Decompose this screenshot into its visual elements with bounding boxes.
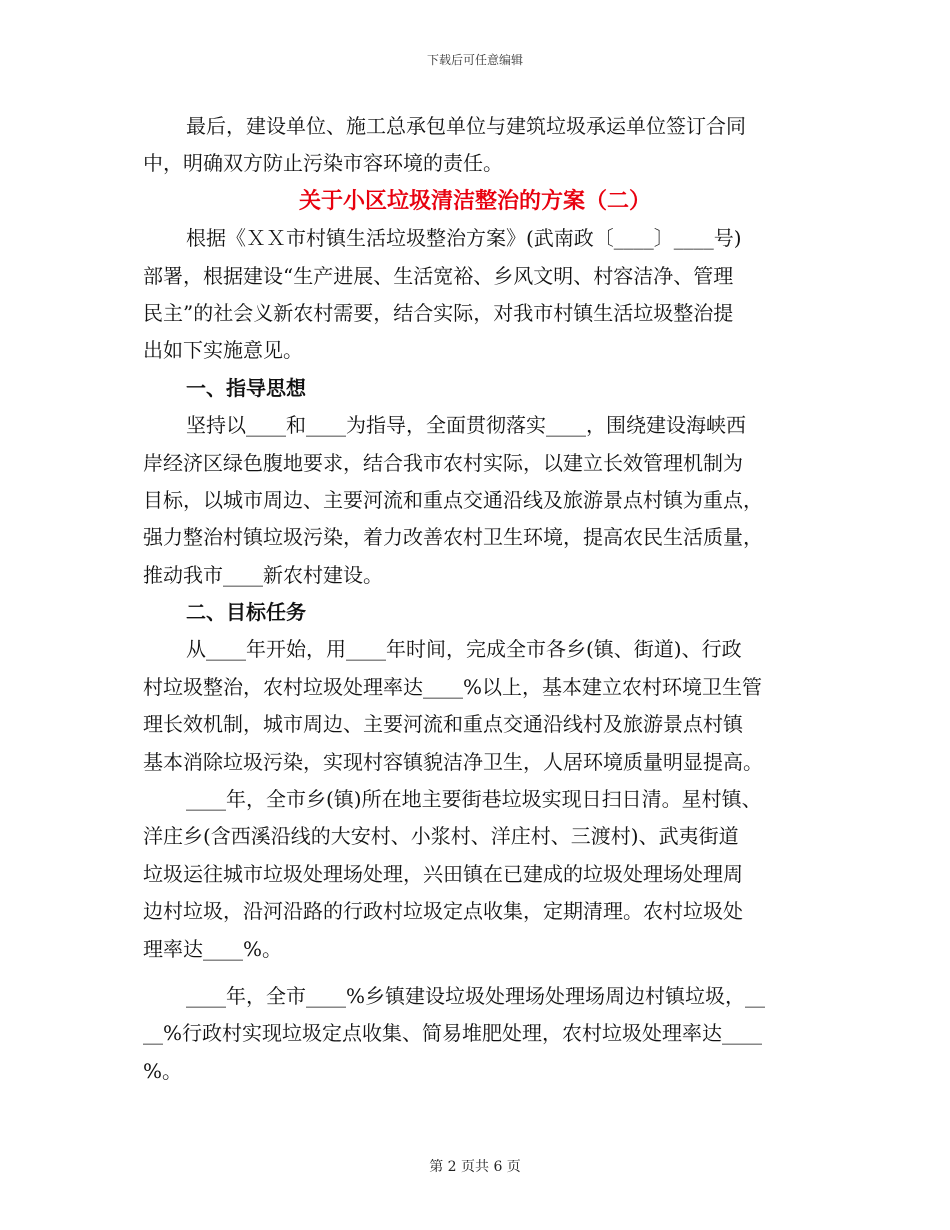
paragraph-line: 坚持以____和____为指导，全面贯彻落实____，围绕建设海峡西 xyxy=(186,413,746,438)
paragraph-line: 村垃圾整治，农村垃圾处理率达____%以上，基本建立农村环境卫生管 xyxy=(143,674,763,699)
paragraph-line: 中，明确双方防止污染市容环境的责任。 xyxy=(143,151,503,176)
paragraph-line: 部署，根据建设“生产进展、生活宽裕、乡风文明、村容洁净、管理 xyxy=(143,263,734,288)
paragraph-line: ____年，全市____%乡镇建设垃圾处理场处理场周边村镇垃圾，__ xyxy=(186,983,766,1008)
paragraph-gap xyxy=(143,968,807,978)
paragraph-line: 岸经济区绿色腹地要求，结合我市农村实际，以建立长效管理机制为 xyxy=(143,450,743,475)
paragraph-line: 最后，建设单位、施工总承包单位与建筑垃圾承运单位签订合同 xyxy=(186,114,746,138)
paragraph-line: ____年，全市乡(镇)所在地主要街巷垃圾实现日扫日清。星村镇、 xyxy=(186,787,762,812)
paragraph-line: 边村垃圾，沿河沿路的行政村垃圾定点收集，定期清理。农村垃圾处 xyxy=(143,899,743,924)
paragraph-line: 从____年开始，用____年时间，完成全市各乡(镇、街道)、行政 xyxy=(186,637,742,662)
section-heading-target-tasks: 二、目标任务 xyxy=(186,600,306,625)
paragraph-line: 理长效机制，城市周边、主要河流和重点交通沿线村及旅游景点村镇 xyxy=(143,712,743,737)
paragraph-line: __%行政村实现垃圾定点收集、简易堆肥处理，农村垃圾处理率达____ xyxy=(143,1021,763,1046)
paragraph-line: 垃圾运往城市垃圾处理场处理，兴田镇在已建成的垃圾处理场处理周 xyxy=(143,861,743,886)
document-body xyxy=(143,108,807,1090)
paragraph-line: %。 xyxy=(143,1058,183,1083)
section-heading-guiding-ideology: 一、指导思想 xyxy=(186,375,306,400)
paragraph-line: 推动我市____新农村建设。 xyxy=(143,562,383,587)
page-header: 下载后可任意编辑 xyxy=(426,53,523,67)
paragraph-line: 强力整治村镇垃圾污染，着力改善农村卫生环境，提高农民生活质量， xyxy=(143,525,763,550)
paragraph-line: 理率达____%。 xyxy=(143,936,283,961)
document-title: 关于小区垃圾清洁整治的方案（二） xyxy=(298,187,651,214)
paragraph-line: 民主”的社会义新农村需要，结合实际，对我市村镇生活垃圾整治提 xyxy=(143,300,734,325)
paragraph-line: 基本消除垃圾污染，实现村容镇貌洁净卫生，人居环境质量明显提高。 xyxy=(143,749,763,774)
paragraph-line: 洋庄乡(含西溪沿线的大安村、小浆村、洋庄村、三渡村)、武夷街道 xyxy=(143,824,739,849)
paragraph-line: 根据《ＸＸ市村镇生活垃圾整治方案》(武南政〔____〕____号) xyxy=(186,226,742,251)
paragraph-line: 出如下实施意见。 xyxy=(143,338,303,363)
page-footer: 第 2 页共 6 页 xyxy=(429,1159,521,1175)
paragraph-line: 目标，以城市周边、主要河流和重点交通沿线及旅游景点村镇为重点， xyxy=(143,487,763,512)
